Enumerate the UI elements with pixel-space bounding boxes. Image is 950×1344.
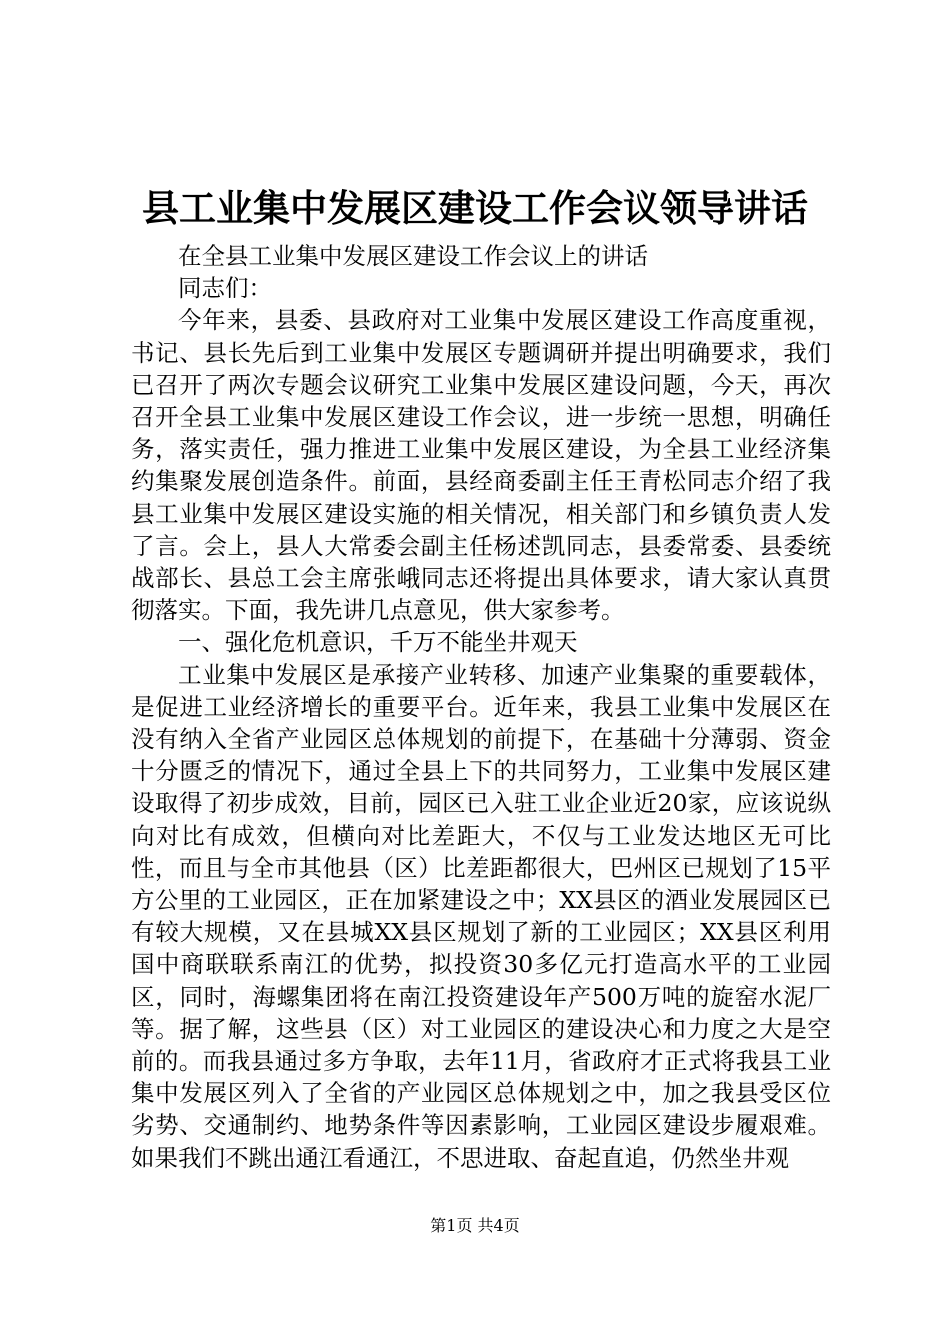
speech-subtitle: 在全县工业集中发展区建设工作会议上的讲话: [178, 242, 648, 270]
page-number-footer: 第1页 共4页: [430, 1216, 520, 1235]
salutation: 同志们：: [178, 274, 272, 303]
page-title: 县工业集中发展区建设工作会议领导讲话: [142, 186, 808, 230]
section-heading: 一、强化危机意识，千万不能坐井观天: [178, 628, 578, 657]
document-body: [131, 240, 831, 1174]
paragraph: 工业集中发展区是承接产业转移、加速产业集聚的重要载体，是促进工业经济增长的重要平台。近年来，我县工业集中发展区在没有纳入全省产业园区总体规划的前提下，在基础十分薄弱、资金十分匮乏的情况下，通过全县上下的共同努力，工业集中发展区建设取得了初步成效，目前，园区已入驻工业企业近20家，应该说纵向对比有成效，但横向对比差距大，不仅与工业发达地区无可比性，而且与全市其他县（区）比差距都很大，巴州区已规划了15平方公里的工业园区，正在加紧建设之中；XX县区的酒业发展园区已有较大规模，又在县城XX县区规划了新的工业园区；XX县区利用国中商联联系南江的优势，拟投资30多亿元打造高水平的工业园区，同时，海螺集团将在南江投资建设年产500万吨的旋窑水泥厂等。据了解，这些县（区）对工业园区的建设决心和力度之大是空前的。而我县通过多方争取，去年11月，省政府才正式将我县工业集中发展区列入了全省的产业园区总体规划之中，加之我县受区位劣势、交通制约、地势条件等因素影响，工业园区建设步履艰难。如果我们不跳出通江看通江，不思进取、奋起直追，仍然坐井观: [131, 660, 831, 1172]
paragraph: 今年来，县委、县政府对工业集中发展区建设工作高度重视，书记、县长先后到工业集中发展区专题调研并提出明确要求，我们已召开了两次专题会议研究工业集中发展区建设问题，今天，再次召开全县工业集中发展区建设工作会议，进一步统一思想，明确任务，落实责任，强力推进工业集中发展区建设，为全县工业经济集约集聚发展创造条件。前面，县经商委副主任王青松同志介绍了我县工业集中发展区建设实施的相关情况，相关部门和乡镇负责人发了言。会上，县人大常委会副主任杨述凯同志，县委常委、县委统战部长、县总工会主席张峨同志还将提出具体要求，请大家认真贯彻落实。下面，我先讲几点意见，供大家参考。: [131, 306, 831, 625]
